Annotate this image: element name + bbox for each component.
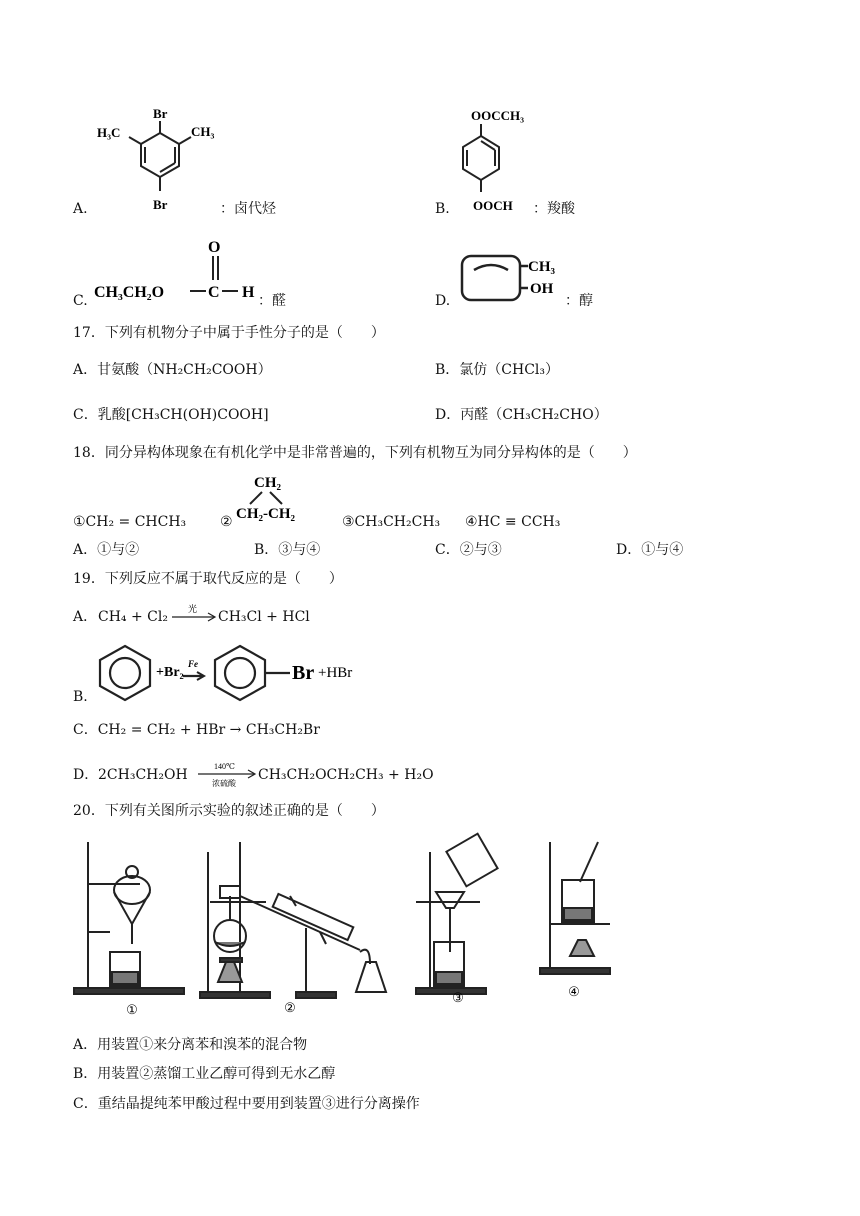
q16-a-answer: ：卤代烃	[220, 201, 276, 217]
q19-option-a-letter: A．	[73, 609, 98, 625]
cyclopropane-structure	[236, 470, 316, 530]
q19-stem: 19．下列反应不属于取代反应的是（ ）	[73, 571, 343, 587]
q18-option-b: B．③与④	[254, 542, 321, 558]
struct-c-formula: CH₃CH₂O	[94, 284, 165, 301]
q18-item-2: ②	[220, 514, 233, 530]
benzene-reagent: +Br₂	[156, 665, 184, 680]
q20-stem: 20．下列有关图所示实验的叙述正确的是（ ）	[73, 803, 385, 819]
struct-c-c: C	[208, 284, 220, 301]
q19-option-b-letter: B.	[73, 689, 88, 705]
q18-item-3: ③CH₃CH₂CH₃	[342, 514, 441, 530]
q18-stem: 18．同分异构体现象在有机化学中是非常普遍的，下列有机物互为同分异构体的是（ ）	[73, 445, 637, 461]
q16-c-answer: ：醛	[258, 293, 286, 309]
q17-option-d: D．丙醛（CH₃CH₂CHO）	[435, 407, 608, 423]
struct-d-sub2: OH	[530, 281, 554, 297]
apparatus-label-3: ③	[452, 990, 464, 1005]
benzene-bromination	[92, 640, 382, 704]
struct-b-top: OOCCH₃	[471, 108, 525, 123]
q20-option-b: B．用装置②蒸馏工业乙醇可得到无水乙醇	[73, 1066, 336, 1082]
apparatus-figure	[70, 832, 630, 1020]
cyclopropane-top: CH₂	[254, 475, 281, 491]
struct-a-top: Br	[153, 106, 168, 121]
structure-a	[95, 103, 225, 215]
q18-option-d: D．①与④	[616, 542, 684, 558]
ether-cond-bottom: 浓硫酸	[212, 779, 236, 788]
q18-option-a: A．①与②	[73, 542, 140, 558]
struct-a-bottom: Br	[153, 197, 168, 212]
q16-b-letter: B.	[435, 201, 450, 217]
struct-d-sub1: CH₃	[528, 259, 555, 275]
cyclopropane-bottom: CH₂-CH₂	[236, 506, 295, 522]
ether-cond-top: 140℃	[214, 762, 235, 771]
apparatus-label-2: ②	[284, 1000, 296, 1015]
reaction-arrow-light	[170, 600, 218, 626]
benzene-extra: +HBr	[318, 665, 353, 681]
q17-option-b: B．氯仿（CHCl₃）	[435, 362, 560, 378]
reaction-cond-light: 光	[188, 604, 198, 614]
q19-option-d-right: CH₃CH₂OCH₂CH₃ + H₂O	[258, 767, 434, 783]
q16-a-letter: A.	[73, 201, 88, 217]
q17-stem: 17．下列有机物分子中属于手性分子的是（ ）	[73, 325, 385, 341]
q19-option-d-letter: D．	[73, 767, 99, 783]
benzene-cond: Fe	[188, 659, 198, 669]
benzene-product: Br	[292, 662, 315, 684]
reaction-arrow-ether	[196, 757, 258, 789]
structure-d	[458, 248, 568, 310]
q16-b-answer: ：羧酸	[533, 201, 575, 217]
q17-option-c: C．乳酸[CH₃CH(OH)COOH]	[73, 407, 269, 423]
apparatus-label-1: ①	[126, 1002, 138, 1017]
q16-d-answer: ：醇	[565, 293, 593, 309]
q19-option-c: C．CH₂ = CH₂ + HBr → CH₃CH₂Br	[73, 722, 320, 738]
structure-c	[92, 236, 262, 306]
struct-c-h: H	[242, 284, 255, 301]
q19-option-a-right: CH₃Cl + HCl	[218, 609, 310, 625]
q16-c-letter: C.	[73, 293, 88, 309]
apparatus-label-4: ④	[568, 984, 580, 999]
q18-item-4: ④HC ≡ CCH₃	[465, 514, 561, 530]
struct-c-o: O	[208, 239, 221, 256]
struct-a-left: H₃C	[97, 125, 121, 140]
q18-option-c: C．②与③	[435, 542, 502, 558]
q19-option-a-left: CH₄ + Cl₂	[98, 609, 168, 625]
struct-b-bottom: OOCH	[473, 198, 513, 213]
q19-option-d-left: 2CH₃CH₂OH	[98, 767, 188, 783]
q17-option-a: A．甘氨酸（NH₂CH₂COOH）	[73, 362, 272, 378]
struct-a-right: CH₃	[191, 124, 215, 139]
q18-item-1: ①CH₂ = CHCH₃	[73, 514, 187, 530]
q20-option-a: A．用装置①来分离苯和溴苯的混合物	[73, 1037, 308, 1053]
q16-d-letter: D.	[435, 293, 451, 309]
q20-option-c: C．重结晶提纯苯甲酸过程中要用到装置③进行分离操作	[73, 1096, 420, 1112]
